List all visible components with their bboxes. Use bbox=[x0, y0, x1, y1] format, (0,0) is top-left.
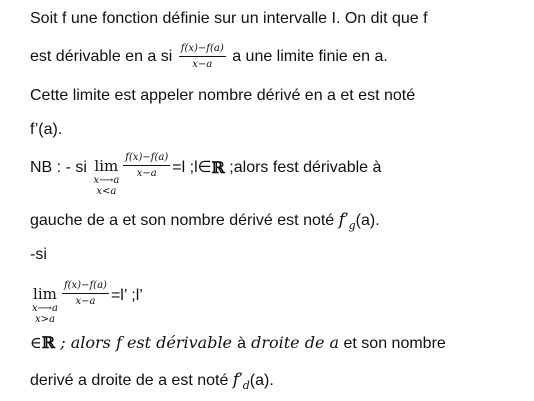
paragraph-line-10 bbox=[30, 370, 274, 396]
text-limit-definition: Cette limite est appeler nombre dérivé en a et est noté bbox=[30, 87, 416, 104]
left-limit bbox=[93, 158, 119, 197]
text-right-derivative-continuation: et son nombre bbox=[339, 335, 446, 352]
left-derivative-prime: ′ bbox=[344, 210, 349, 229]
paragraph-line-2 bbox=[30, 43, 388, 71]
fraction-numerator: f(x)−f(a) bbox=[123, 152, 170, 166]
fraction-denominator: x−a bbox=[192, 59, 213, 70]
lim-subscript-condition: x<a bbox=[96, 186, 117, 197]
text-si: -si bbox=[30, 246, 47, 263]
paragraph-line-8 bbox=[30, 280, 143, 325]
text-definition-intro: Soit f une fonction définie sur un intervalle I. On dit que f bbox=[30, 10, 428, 27]
text-nb-limit-value: =l ;l∈ bbox=[172, 159, 212, 176]
element-of-symbol: ∈ bbox=[30, 333, 42, 352]
right-difference-quotient bbox=[62, 280, 109, 308]
lim-word: lim bbox=[94, 157, 119, 175]
paragraph-line-nb bbox=[30, 152, 382, 197]
text-right-derivable-italic: ; alors f est dérivable bbox=[55, 333, 238, 352]
text-left-derivative-prefix: gauche de a et son nombre dérivé est noté bbox=[30, 212, 339, 229]
paragraph-line-3 bbox=[30, 86, 415, 106]
text-right-side-italic: droite de a bbox=[246, 333, 340, 352]
text-left-derivative-suffix: (a). bbox=[355, 212, 380, 229]
text-right-limit-value: =l’ ;l’ bbox=[110, 287, 143, 304]
fraction-denominator: x−a bbox=[75, 296, 96, 307]
paragraph-line-9 bbox=[30, 333, 446, 354]
paragraph-line-4 bbox=[30, 120, 62, 140]
paragraph-line-1 bbox=[30, 9, 428, 29]
lim-subscript-approach: x⟶a bbox=[32, 303, 58, 314]
text-derivable-suffix: a une limite finie en a. bbox=[227, 48, 388, 66]
left-derivative-f: f bbox=[338, 210, 345, 230]
real-numbers-symbol: ℝ bbox=[41, 333, 56, 352]
right-limit bbox=[32, 286, 58, 325]
left-derivative-subscript: g bbox=[348, 219, 356, 232]
paragraph-line-6 bbox=[30, 210, 380, 236]
text-derivable-prefix: est dérivable en a si bbox=[30, 48, 177, 66]
text-right-derivative-prefix: derivé a droite de a est noté bbox=[30, 372, 233, 389]
difference-quotient-fraction bbox=[179, 43, 226, 71]
lim-subscript-condition: x>a bbox=[34, 314, 55, 325]
text-right-derivative-suffix: (a). bbox=[249, 372, 274, 389]
right-derivative-prime: ′ bbox=[239, 370, 243, 389]
text-nb-prefix: NB : - si bbox=[30, 159, 92, 176]
fraction-numerator: f(x)−f(a) bbox=[62, 280, 109, 294]
fraction-denominator: x−a bbox=[136, 168, 157, 179]
text-derivative-notation: f’(a). bbox=[30, 121, 63, 138]
lim-subscript-approach: x⟶a bbox=[93, 175, 120, 186]
paragraph-line-7 bbox=[30, 245, 47, 265]
text-nb-left-derivable: ;alors fest dérivable à bbox=[224, 159, 382, 176]
fraction-numerator: f(x)−f(a) bbox=[179, 43, 226, 57]
right-derivative-f: f bbox=[232, 370, 240, 390]
real-numbers-symbol: ℝ bbox=[211, 158, 225, 177]
lim-word: lim bbox=[33, 285, 57, 303]
text-a-accent: à bbox=[237, 335, 247, 352]
right-derivative-subscript: d bbox=[242, 379, 250, 392]
left-difference-quotient bbox=[123, 152, 170, 180]
